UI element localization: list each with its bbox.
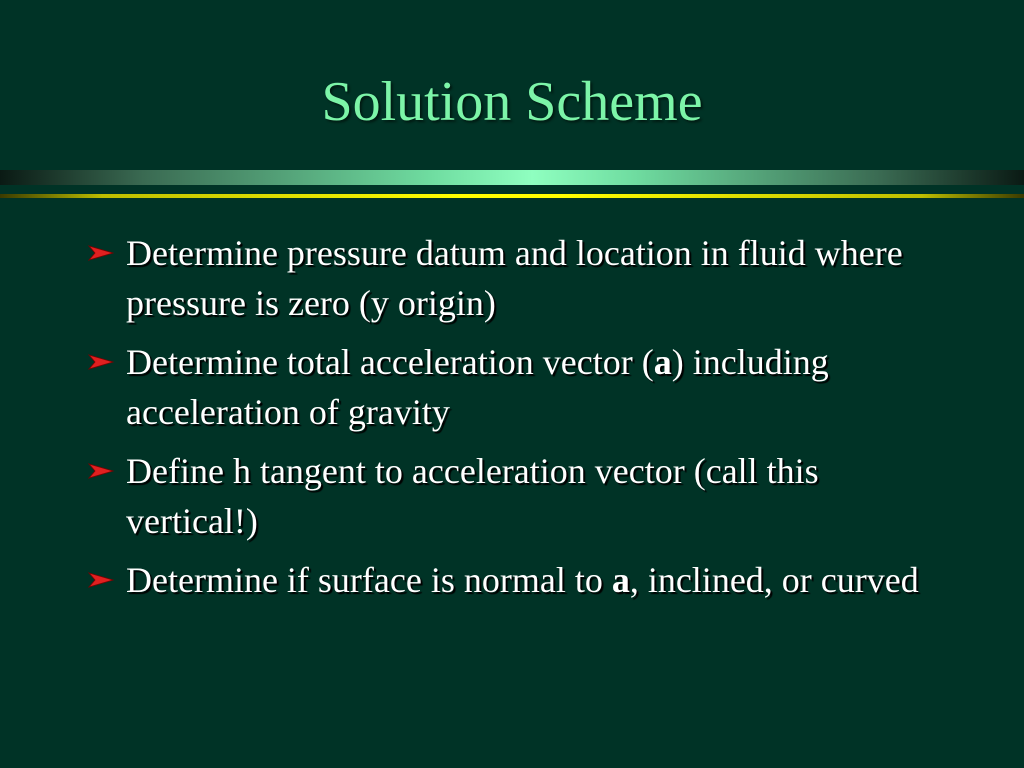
- title-gradient-band: [0, 170, 1024, 185]
- bold-vector-a: a: [653, 342, 672, 382]
- arrowhead-bullet-icon: [88, 243, 114, 263]
- arrowhead-bullet-icon: [88, 461, 114, 481]
- bullet-item: [88, 228, 948, 328]
- title-underline-rule: [0, 194, 1024, 198]
- arrowhead-bullet-icon: [88, 570, 114, 590]
- bullet-list: [88, 228, 948, 614]
- bullet-text: Determine if surface is normal to a, inclined, or curved: [126, 560, 919, 600]
- bullet-text: Determine total acceleration vector (a) including acceleration of gravity: [126, 342, 829, 432]
- slide-title: Solution Scheme: [321, 71, 703, 133]
- bold-vector-a: a: [611, 560, 630, 600]
- arrowhead-bullet-icon: [88, 352, 114, 372]
- bullet-item: [88, 555, 948, 605]
- bullet-item: [88, 446, 948, 546]
- bullet-text: Define h tangent to acceleration vector (call this vertical!): [126, 451, 819, 541]
- bullet-text: Determine pressure datum and location in fluid where pressure is zero (y origin): [126, 233, 903, 323]
- bullet-item: [88, 337, 948, 437]
